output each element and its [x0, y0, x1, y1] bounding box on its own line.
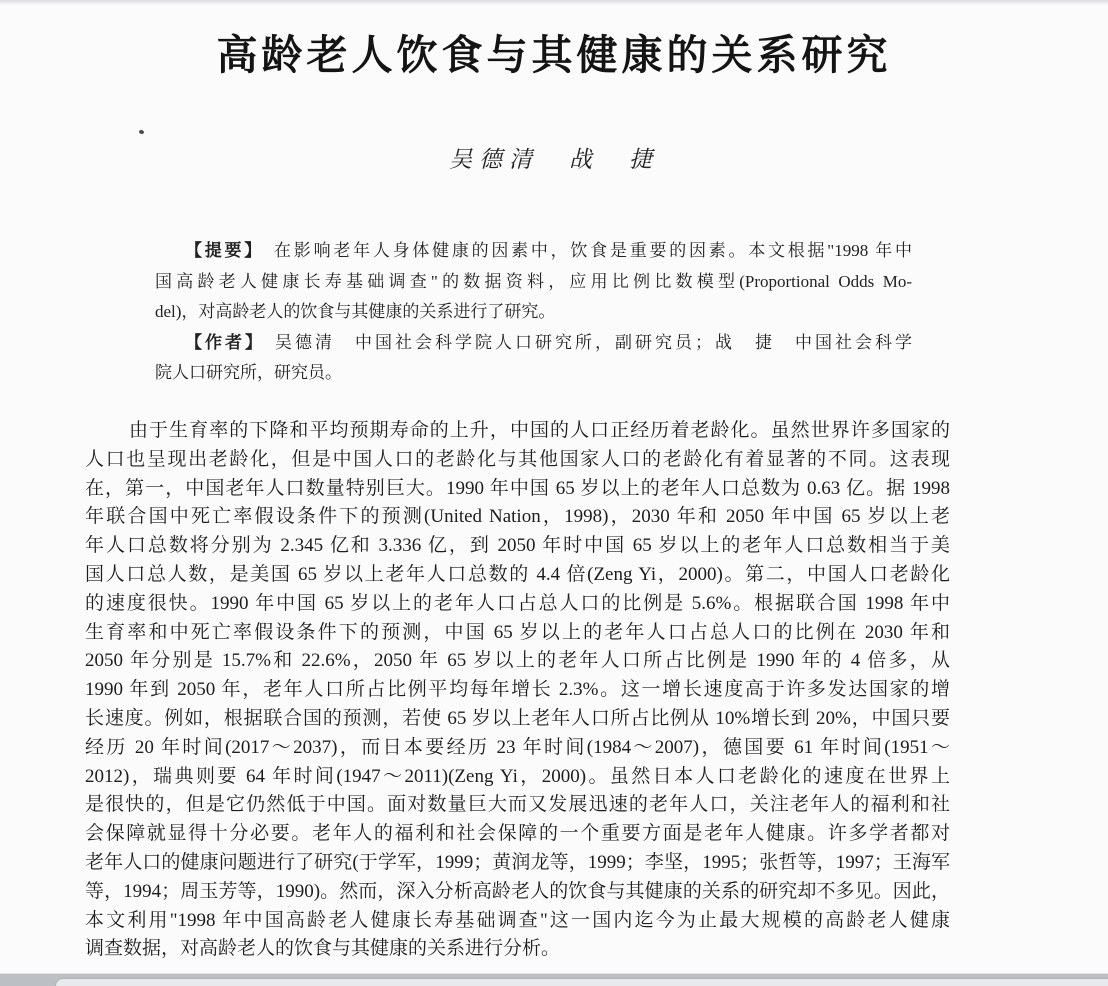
body-paragraph — [85, 417, 950, 964]
paper-title: 高龄老人饮食与其健康的关系研究 — [216, 32, 892, 78]
body-text-line: 本文利用"1998 年中国高龄老人健康长寿基础调查"这一国内迄今为止最大规模的高龄老人健康 — [85, 909, 950, 931]
body-text-line: 等，1994；周玉芳等，1990)。然而，深入分析高龄老人的饮食与其健康的关系的研究却不多见。因此， — [85, 880, 950, 902]
abstract-text: 在影响老年人身体健康的因素中，饮食是重要的因素。本文根据"1998 年中 — [274, 241, 912, 260]
body-text-line: 年联合国中死亡率假设条件下的预测(United Nation，1998)，2030 年和 2050 年中国 65 岁以上老 — [85, 506, 950, 528]
authors-note-text: 吴德清 中国社会科学院人口研究所，副研究员；战 捷 中国社会科学 — [275, 332, 912, 352]
body-text-line: 在，第一，中国老年人口数量特别巨大。1990 年中国 65 岁以上的老年人口总数为 0.63 亿。据 1998 — [85, 477, 950, 499]
body-text-line: 人口也呈现出老龄化，但是中国人口的老龄化与其他国家人口的老龄化有着显著的不同。这表现 — [85, 448, 950, 470]
body-text-line: 由于生育率的下降和平均预期寿命的上升，中国的人口正经历着老龄化。虽然世界许多国家的 — [129, 420, 950, 441]
page-bottom-edge — [0, 973, 1108, 986]
abstract-line — [155, 236, 912, 267]
authors-note-label: 【作者】 — [185, 332, 265, 352]
abstract-line: del)，对高龄老人的饮食与其健康的关系进行了研究。 — [155, 302, 556, 321]
body-text-line: 1990 年到 2050 年，老年人口所占比例平均每年增长 2.3%。这一增长速度高于许多发达国家的增 — [85, 679, 950, 701]
body-text-line: 2012)，瑞典则要 64 年时间(1947～2011)(Zeng Yi，2000)。虽然日本人口老龄化的速度在世界上 — [85, 765, 950, 787]
body-text-line: 长速度。例如，根据联合国的预测，若使 65 岁以上老年人口所占比例从 10%增长到 20%，中国只要 — [85, 707, 950, 729]
body-text-line: 经历 20 年时间(2017～2037)，而日本要经历 23 年时间(1984～2007)，德国要 61 年时间(1951～ — [85, 736, 950, 758]
body-text-line: 年人口总数将分别为 2.345 亿和 3.336 亿，到 2050 年时中国 65 岁以上的老年人口总数相当于美 — [85, 535, 950, 557]
body-text-line: 调查数据，对高龄老人的饮食与其健康的关系进行分析。 — [85, 938, 561, 960]
body-text-line: 的速度很快。1990 年中国 65 岁以上的老年人口占总人口的比例是 5.6%。根据联合国 1998 年中 — [85, 592, 950, 614]
body-text-line: 2050 年分别是 15.7%和 22.6%，2050 年 65 岁以上的老年人口所占比例是 1990 年的 4 倍多，从 — [85, 650, 950, 672]
authors-note-line — [155, 328, 912, 359]
abstract-section — [155, 236, 912, 389]
abstract-label: 【提要】 — [185, 241, 265, 260]
body-text-line: 老年人口的健康问题进行了研究(于学军，1999；黄润龙等，1999；李坚，1995；张哲等，1997；王海军 — [85, 851, 950, 873]
scan-speck — [138, 129, 144, 134]
body-text-line: 生育率和中死亡率假设条件下的预测，中国 65 岁以上的老年人口占总人口的比例在 2030 年和 — [85, 621, 950, 643]
page-bottom-inner-edge — [55, 978, 1108, 986]
paper-authors: 吴德清 战 捷 — [449, 147, 659, 172]
page-top-edge — [0, 0, 1108, 5]
body-text-line: 会保障就显得十分必要。老年人的福利和社会保障的一个重要方面是老年人健康。许多学者都对 — [85, 823, 950, 845]
body-text-line: 是很快的，但是它仍然低于中国。面对数量巨大而又发展迅速的老年人口，关注老年人的福利和社 — [85, 794, 950, 816]
authors-note-line: 院人口研究所，研究员。 — [155, 363, 342, 382]
abstract-line: 国高龄老人健康长寿基础调查"的数据资料，应用比例比数模型(Proportional Odds Mo- — [155, 271, 912, 291]
body-text-line: 国人口总人数，是美国 65 岁以上老年人口总数的 4.4 倍(Zeng Yi，2000)。第二，中国人口老龄化 — [85, 563, 950, 585]
